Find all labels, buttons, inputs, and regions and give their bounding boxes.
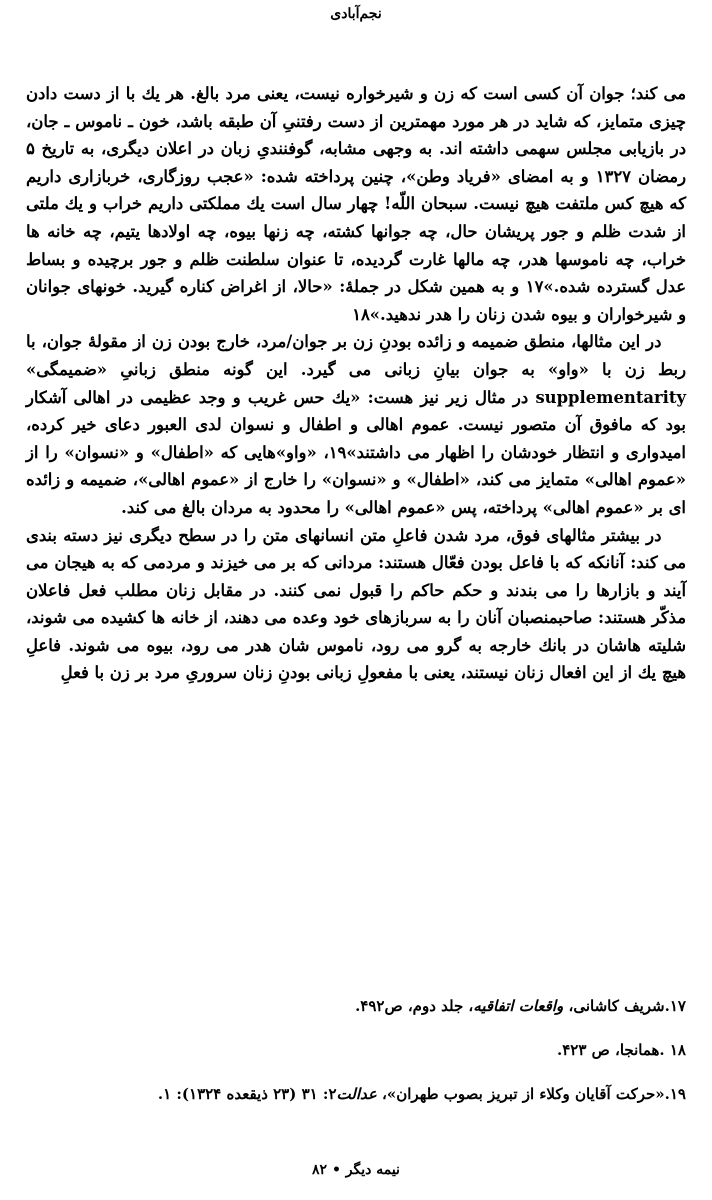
footnote-text: «حرکت آقایان وکلاء از تبریز بصوب طهران»،	[376, 1085, 665, 1103]
running-head: نجم‌آبادی	[330, 6, 382, 22]
footnote-number: ۱۹.	[664, 1085, 686, 1103]
page-footer: نیمه دیگر • ۸۲	[312, 1162, 400, 1178]
footnote-number: ۱۸ .	[659, 1041, 686, 1059]
footnote-text-after: ۲: ۳۱ (۲۳ ذیقعده ۱۳۲۴): ۱.	[157, 1085, 337, 1103]
paragraph-3: در بیشتر مثالهای فوق، مرد شدن فاعلِ متن انسانهای متن را در سطح دیگری نیز دسته بندی می کند: آنانکه که با فاعل بودن فعّال هستند: مردانی که بر می خیزند و مردمی که به هیجان می آیند و بازارها را می بندند و حکم حاکم را قبول نمی کنند. در مقابل زنان مطلب فعل فاعلان مذکّر هستند: صاحبمنصبان آنان را به سربازهای خود وعده می دهند، از خانه ها کشیده می شوند، شلیته هاشان در بانك خارجه به گرو می رود، ناموس شان هدر می رود، بیوه می شوند. فاعلِ هیچ یك از این افعال زنان نیستند، یعنی با مفعولِ زبانی بودنِ زنان سروریِ مرد بر زن با فعلِ	[26, 525, 686, 683]
paragraph-2: در این مثالها، منطق ضمیمه و زائده بودنِ زن بر جوان/مرد، خارج بودن زن از مقولهٔ جوان، با ربط زن با «واو» به جوان بیانِ زبانی می گیرد. این گونه منطق زبانیِ «ضمیمگی» supplementarity در مثال زیر نیز هست: «یك حس غریب و وجد عظیمی در اهالی آشکار بود که مافوق آن متصور نیست. عموم اهالی و اطفال و نسوان لدی العبور دعای خیر کرده، امیدواری و انتظار خودشان را اظهار می داشتند»۱۹، «واو»هایی که «اطفال» و «نسوان» را از «عموم اهالی» متمایز می کند، «اطفال» و «نسوان» را خارج از «عموم اهالی»، ضمیمه و زائده ای بر «عموم اهالی» پرداخته، پس «عموم اهالی» را محدود به مردان بالغ می کند.	[26, 332, 686, 517]
footnote-text: همانجا، ص ۴۲۳.	[557, 1041, 660, 1059]
footnote-19	[26, 1084, 686, 1104]
paragraph-1: می کند؛ جوان آن کسی است که زن و شیرخواره نیست، یعنی مرد بالغ. هر یك با از دست دادن چیزی متمایز، که شاید در هر مورد مهمترین از دست رفتنیِ آن طبقه باشد، خون ـ ناموس ـ جان، در بازیابی مجلس سهمی داشته اند. به وجهی مشابه، گوفنندیِ زبان در اعلان دیگری، به تاریخ ۵ رمضان ۱۳۲۷ و به امضای «فریاد وطن»، چنین پرداخته شده: «عجب روزگاری، خربازاری داریم که هیچ کس ملتفت هیچ نیست. سبحان اللّه! چهار سال است یك مملکتی داریم خراب و یك ملتی از شدت ظلم و جور پریشان حال، چه جوانها کشته، چه زنها بیوه، چه اولادها یتیم، چه خانه ها خراب، چه ناموسها هدر، چه مالها غارت گردیده، تا عنوان سلطنت ظلم و جور برچیده و بساط عدل گسترده شده.»۱۷ و به همین شکل در جملهٔ: «حالا، از اغراض کناره گیرید. خونهای جوانان و شیرخواران و بیوه شدن زنان را هدر ندهید.»۱۸	[26, 84, 686, 324]
body-text	[26, 80, 686, 687]
footnote-18	[26, 1040, 686, 1060]
footnote-text-after: ، جلد دوم، ص۴۹۲.	[355, 997, 474, 1015]
footnote-title: واقعات اتفاقیه	[473, 997, 564, 1015]
footnotes	[26, 996, 686, 1128]
footnote-text: شریف کاشانی،	[563, 997, 665, 1015]
footnote-number: ۱۷.	[664, 997, 686, 1015]
footnote-title: عدالت	[336, 1085, 377, 1103]
footnote-17	[26, 996, 686, 1016]
